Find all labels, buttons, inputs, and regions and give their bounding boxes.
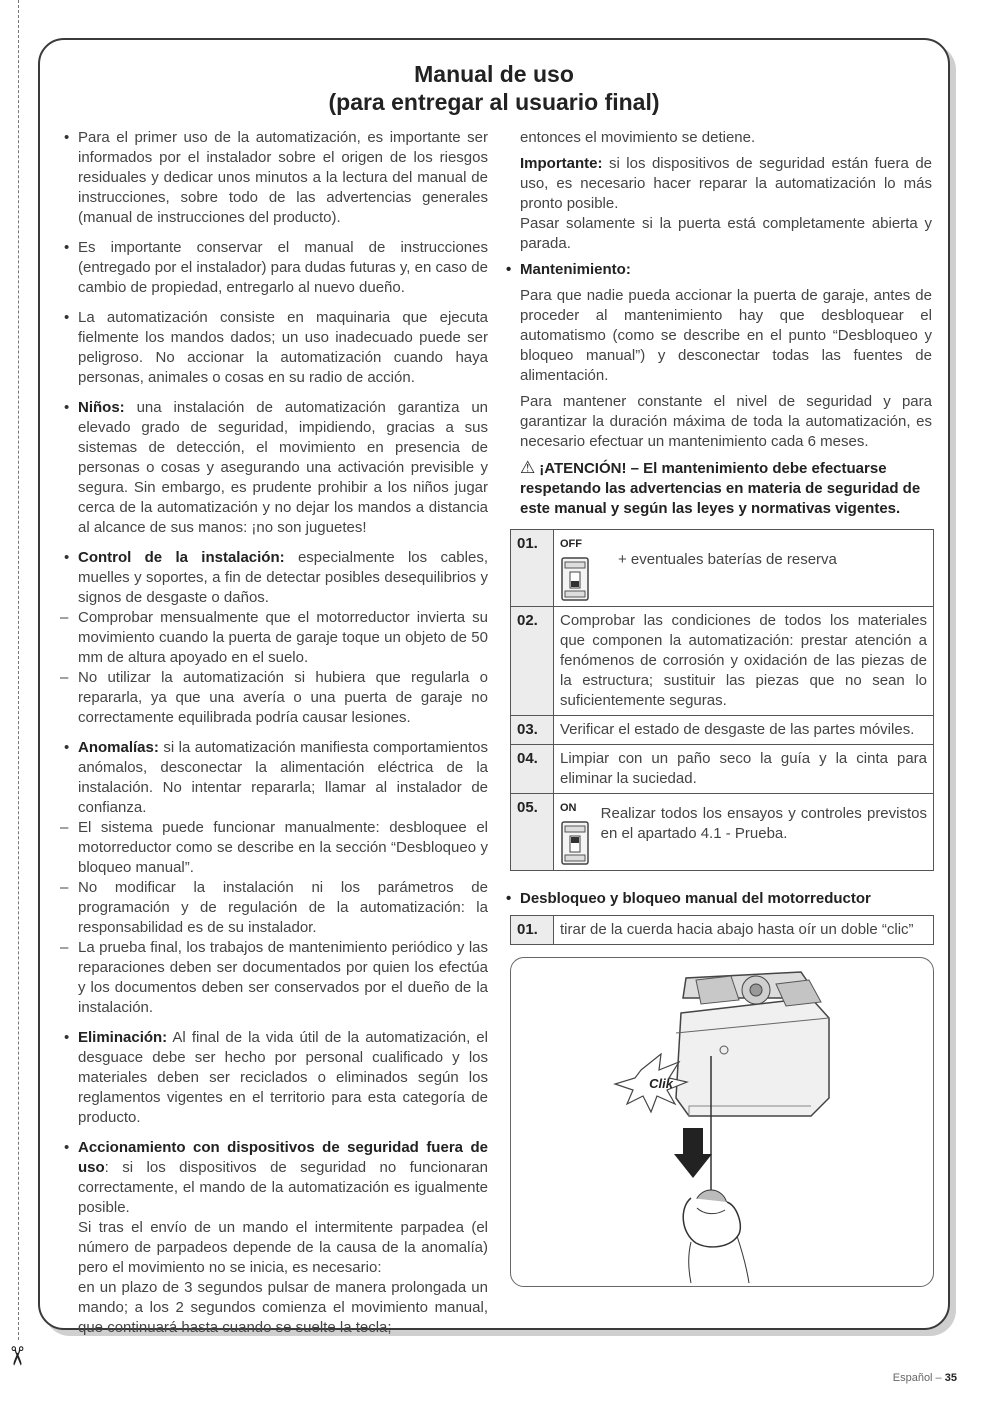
scissors-icon: ✂ xyxy=(1,1345,32,1367)
maintenance-text-1: Para que nadie pueda accionar la puerta de garaje, antes de proceder al mantenimiento hay que desbloquear el automatismo (como se describe en el punto “Desbloqueo y bloqueo manual”) y desconectar todas las fuentes de alimentación. xyxy=(520,287,932,384)
right-column xyxy=(517,128,932,1287)
warning-text xyxy=(520,458,932,519)
step-number: 03. xyxy=(511,716,554,745)
page-title xyxy=(40,60,948,116)
footer-language: Español – xyxy=(892,1372,942,1384)
title-line-2: (para entregar al usuario final) xyxy=(328,89,660,115)
release-illustration xyxy=(510,957,934,1287)
step-text: Limpiar con un paño seco la guía y la cinta para eliminar la suciedad. xyxy=(554,745,934,794)
cut-line xyxy=(18,0,19,1340)
dash-item: – No utilizar la automatización si hubiera que regularla o repararla, ya que una avería o una puerta de garaje no correctamente equilibrada podría causar lesiones. xyxy=(60,668,488,728)
step-text: tirar de la cuerda hacia abajo hasta oír un doble “clic” xyxy=(554,916,934,945)
bullet-text: Al final de la vida útil de la automatización, el desguace debe ser hecho por personal cualificado y los materiales deben ser reciclados o eliminados según los reglamentos vigentes en el territorio para esta categoría de producto. xyxy=(78,1029,488,1126)
group-control xyxy=(60,548,488,728)
bullet-first-use: • Para el primer uso de la automatización, es importante ser informados por el instalador sobre el origen de los riesgos residuales y dedicar unos minutos a la lectura del manual de instrucciones, sobre todo de las advertencias generales (manual de instrucciones del producto). xyxy=(60,128,488,228)
bullet-machinery: • La automatización consiste en maquinaria que ejecuta fielmente los mandos dados; un uso inadecuado puede ser peligroso. No accionar la automatización cuando haya personas, animales o cosas en su radio de acción. xyxy=(60,308,488,388)
bullet-label: Niños: xyxy=(78,399,125,416)
maintenance-steps-table xyxy=(510,529,934,871)
bullet-anomalies xyxy=(60,738,488,818)
important-text: si los dispositivos de seguridad están fuera de uso, es necesario hacer reparar la automatización lo más pronto posible. xyxy=(520,155,932,212)
breaker-off-icon xyxy=(560,534,608,602)
dash-item: – La prueba final, los trabajos de mantenimiento periódico y las reparaciones deben ser documentados por quien los efectúa y los documentos deben ser conservados por el dueño de la instalación. xyxy=(60,938,488,1018)
step-text: + eventuales baterías de reserva xyxy=(618,551,837,568)
bullet-children xyxy=(60,398,488,538)
dash-item: – Comprobar mensualmente que el motorreductor invierta su movimiento cuando la puerta de garaje toque un objeto de 50 mm de altura apoyado en el suelo. xyxy=(60,608,488,668)
table-row xyxy=(511,916,934,945)
important-note xyxy=(520,154,932,214)
warning-icon: ⚠ xyxy=(520,458,536,477)
table-row xyxy=(511,745,934,794)
table-row xyxy=(511,607,934,716)
table-row xyxy=(511,794,934,871)
important-label: Importante: xyxy=(520,155,603,172)
bullet-text: : si los dispositivos de seguridad no funcionaran correctamente, el mando de la automatización es igualmente posible. xyxy=(78,1159,488,1216)
bullet-safety-devices xyxy=(60,1138,488,1338)
step-number: 02. xyxy=(511,607,554,716)
warning-body: ¡ATENCIÓN! – El mantenimiento debe efectuarse respetando las advertencias en materia de seguridad de este manual y según las leyes y normativas vigentes. xyxy=(520,460,921,517)
bullet-label: Control de la instalación: xyxy=(78,549,285,566)
release-heading: • Desbloqueo y bloqueo manual del motorreductor xyxy=(506,889,932,909)
table-row xyxy=(511,530,934,607)
bullet-label: Eliminación: xyxy=(78,1029,168,1046)
bullet-text-3: en un plazo de 3 segundos pulsar de manera prolongada un mando; a los 2 segundos comienza el movimiento manual, que continuará hasta cuando se suelte la tecla; xyxy=(78,1279,488,1336)
dash-item: – El sistema puede funcionar manualmente: desbloquee el motorreductor como se describe en la sección “Desbloqueo y bloqueo manual”. xyxy=(60,818,488,878)
bullet-text: si la automatización manifiesta comportamientos anómalos, desconectar la alimentación eléctrica de la instalación. No intentar repararla; llamar al instalador de confianza. xyxy=(78,739,488,816)
step-number: 01. xyxy=(511,530,554,607)
click-label: Clik xyxy=(649,1076,673,1091)
bullet-text: especialmente los cables, muelles y soportes, a fin de detectar posibles desequilibrios y signos de desgaste o daños. xyxy=(78,549,488,606)
page-frame xyxy=(38,38,950,1336)
bullet-text: una instalación de automatización garantiza un elevado grado de seguridad, impidiendo, gracias a sus sistemas de detección, el movimiento en presencia de personas o cosas y asegurando una activación previsible y segura. Sin embargo, es prudente prohibir a los niños jugar cerca de la automatización y no dejar los mandos a distancia al alcance de sus manos: ¡no son juguetes! xyxy=(78,399,488,536)
maintenance-heading: • Mantenimiento: xyxy=(506,260,932,280)
bullet-keep-manual: • Es importante conservar el manual de instrucciones (entregado por el instalador) para dudas futuras y, en caso de cambio de propiedad, entregarlo al nuevo dueño. xyxy=(60,238,488,298)
switch-label: ON xyxy=(560,802,577,814)
pass-note: Pasar solamente si la puerta está completamente abierta y parada. xyxy=(520,215,932,252)
step-number: 01. xyxy=(511,916,554,945)
bullet-disposal xyxy=(60,1028,488,1128)
release-steps-table xyxy=(510,915,934,945)
title-line-1: Manual de uso xyxy=(414,61,574,87)
bullet-text-2: Si tras el envío de un mando el intermitente parpadea (el número de parpadeos depende de la causa de la anomalía) pero el movimiento no se inicia, es necesario: xyxy=(78,1219,488,1276)
step-number: 04. xyxy=(511,745,554,794)
bullet-label: Accionamiento con dispositivos de seguridad fuera de uso xyxy=(78,1139,488,1176)
breaker-on-icon xyxy=(560,798,591,866)
bullet-control xyxy=(60,548,488,608)
page-number: 35 xyxy=(944,1372,957,1384)
step-text: Realizar todos los ensayos y controles previstos en el apartado 4.1 - Prueba. xyxy=(600,805,927,842)
dash-item: – No modificar la instalación ni los parámetros de programación y de regulación de la automatización: la responsabilidad es de su instalador. xyxy=(60,878,488,938)
bullet-label: Anomalías: xyxy=(78,739,159,756)
table-row xyxy=(511,716,934,745)
step-text: Comprobar las condiciones de todos los materiales que componen la automatización: prestar atención a fenómenos de corrosión y oxidación de las piezas de la estructura; sustituir las piezas que no sean lo suficientemente seguras. xyxy=(554,607,934,716)
group-anomalies xyxy=(60,738,488,1018)
left-column xyxy=(60,128,488,1338)
switch-label: OFF xyxy=(560,538,582,550)
step-number: 05. xyxy=(511,794,554,871)
page-footer xyxy=(893,1372,957,1384)
maintenance-text-2: Para mantener constante el nivel de seguridad y para garantizar la duración máxima de toda la automatización, es necesario efectuar un mantenimiento cada 6 meses. xyxy=(520,393,932,450)
continued-text: entonces el movimiento se detiene. xyxy=(520,129,756,146)
step-text: Verificar el estado de desgaste de las partes móviles. xyxy=(554,716,934,745)
